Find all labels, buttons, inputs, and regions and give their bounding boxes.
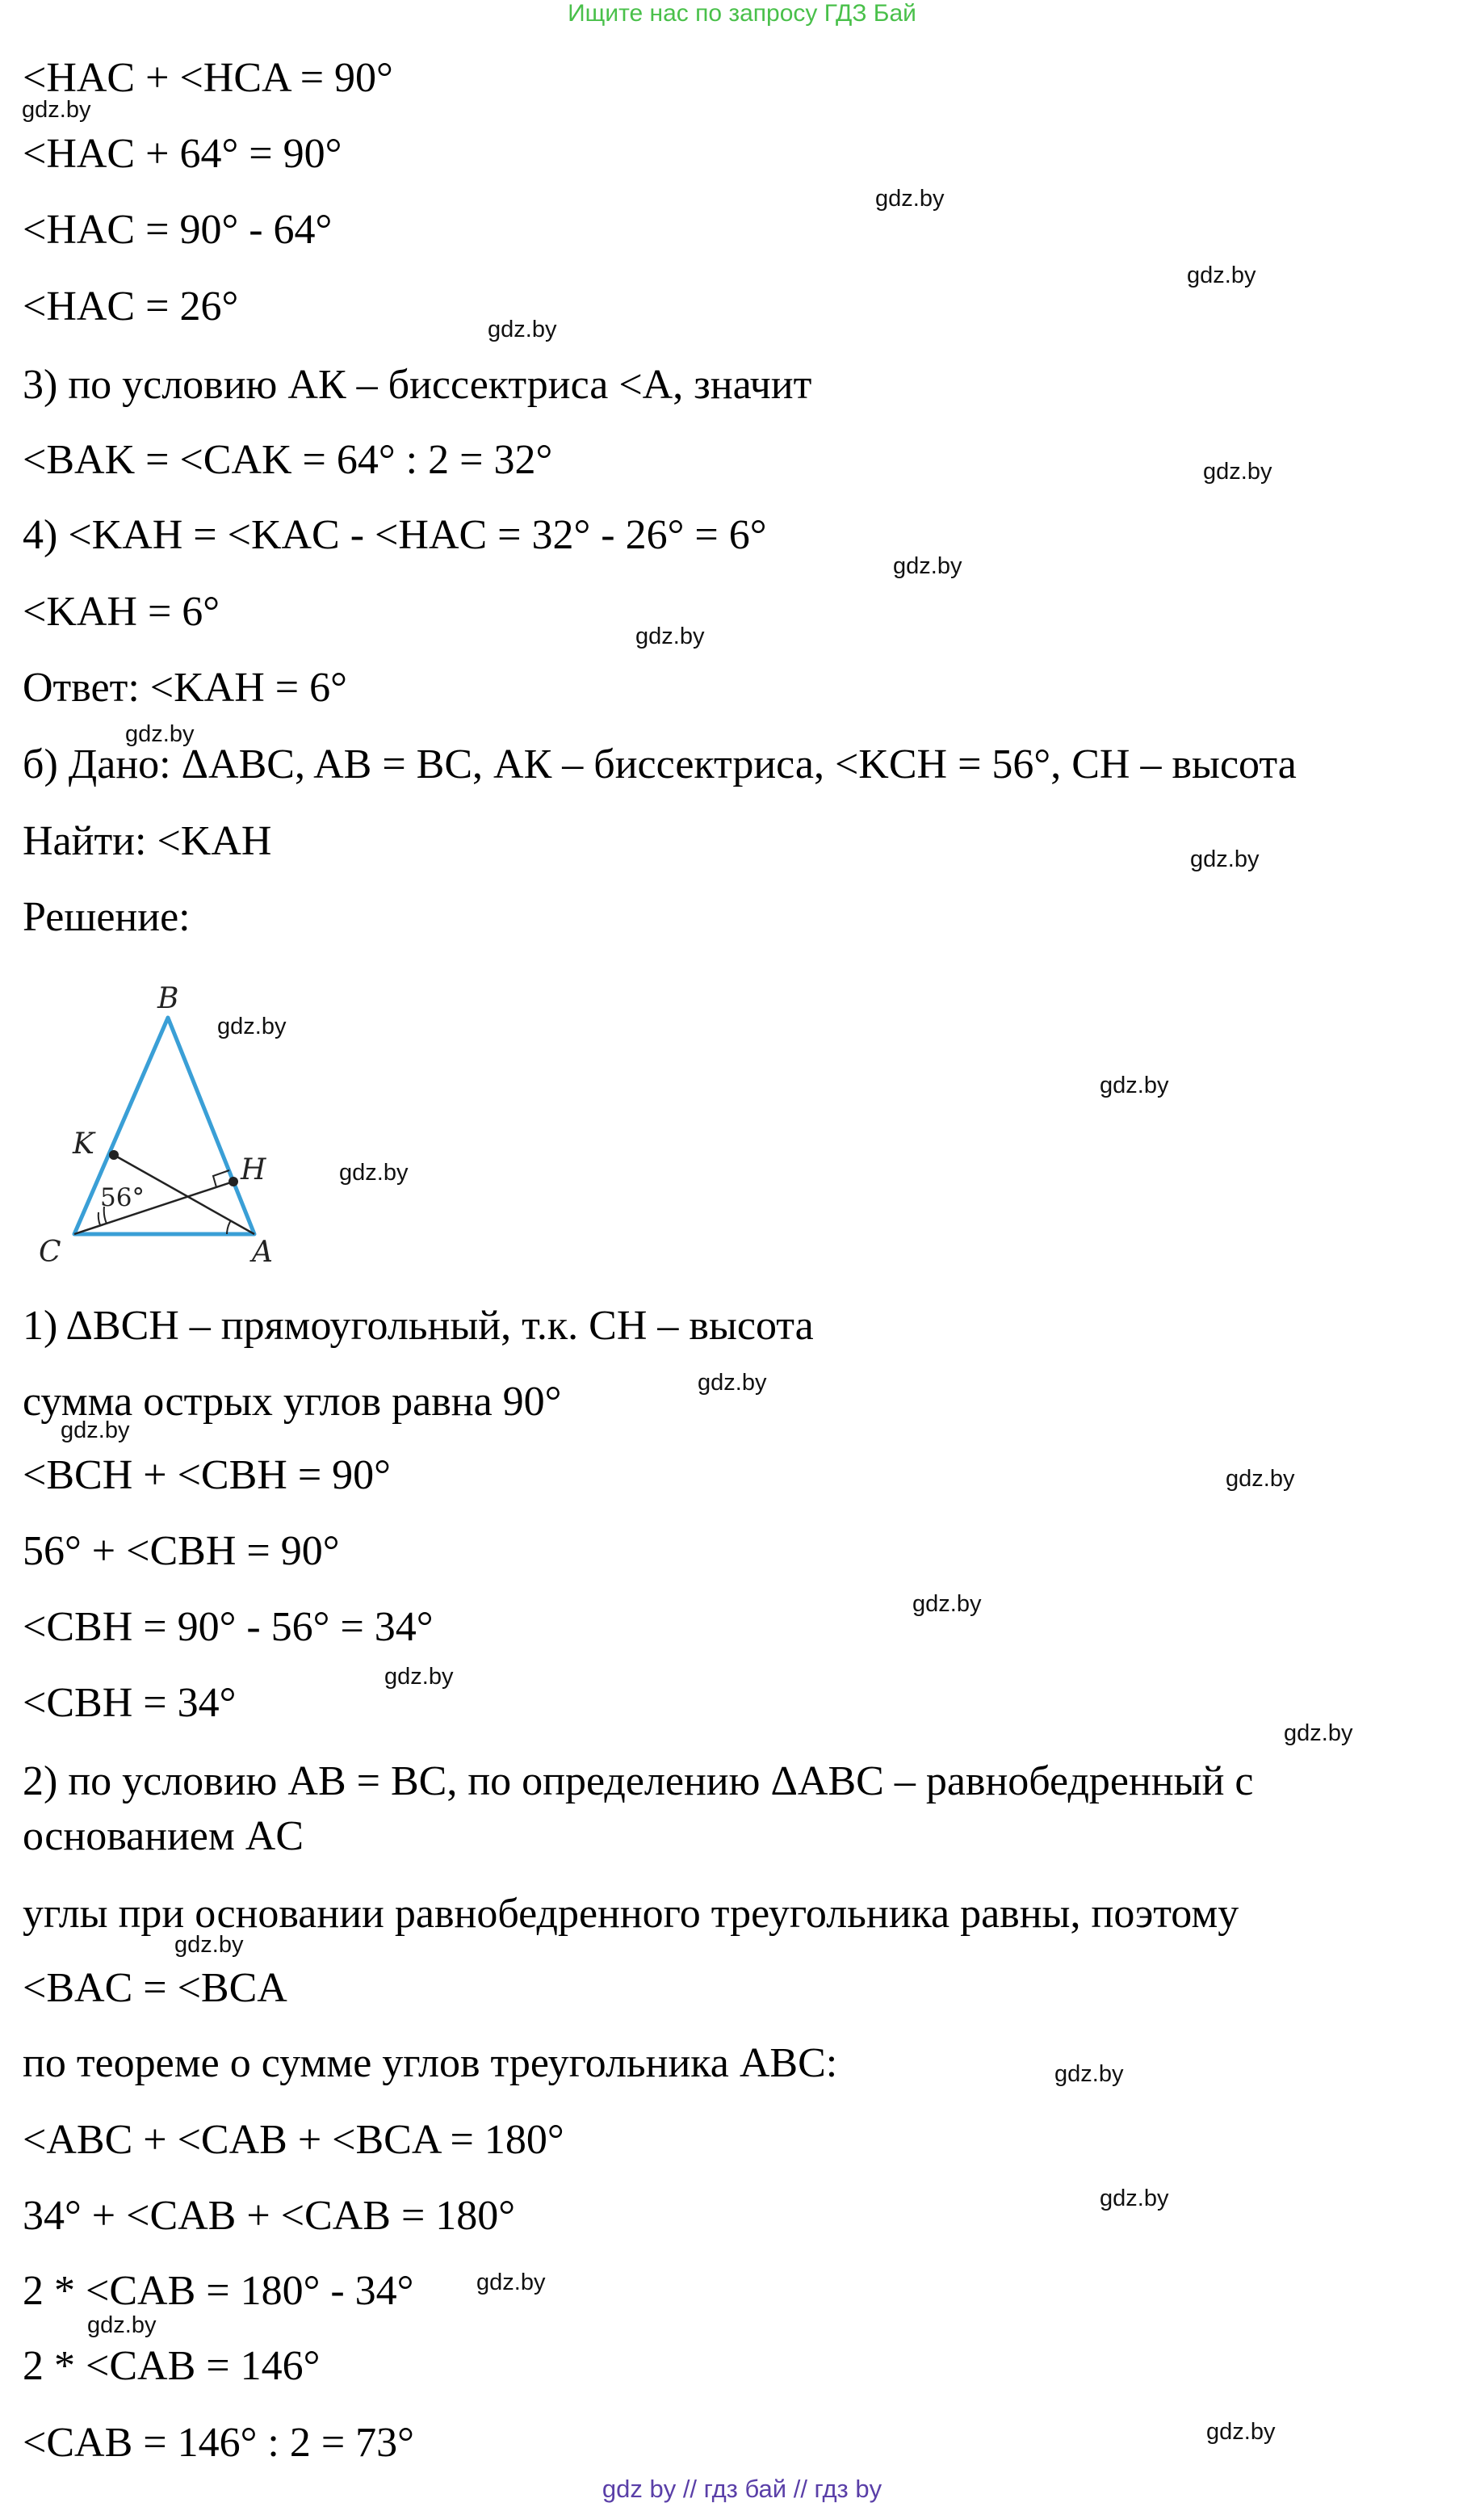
watermark: gdz.by — [87, 2312, 157, 2338]
watermark: gdz.by — [698, 1370, 767, 1396]
watermark: gdz.by — [61, 1417, 130, 1443]
watermark: gdz.by — [1100, 2186, 1169, 2211]
equation-line: <CAB = 146° : 2 = 73° — [23, 2420, 414, 2466]
watermark: gdz.by — [1187, 262, 1256, 288]
watermark: gdz.by — [476, 2270, 546, 2295]
watermark: gdz.by — [912, 1591, 982, 1617]
equation-line: <BCH + <CBH = 90° — [23, 1452, 391, 1498]
watermark: gdz.by — [635, 624, 705, 649]
equation-line: <BAK = <CAK = 64° : 2 = 32° — [23, 437, 553, 483]
angle-arc-c-2 — [99, 1212, 100, 1225]
watermark: gdz.by — [125, 721, 195, 747]
equation-line: 2 * <CAB = 146° — [23, 2343, 321, 2389]
find-line: Найти: <KAH — [23, 818, 272, 864]
equation-line: <HAC + 64° = 90° — [23, 131, 342, 177]
watermark: gdz.by — [875, 186, 945, 212]
watermark: gdz.by — [174, 1932, 244, 1958]
watermark: gdz.by — [1203, 459, 1272, 485]
watermark: gdz.by — [384, 1664, 454, 1690]
equation-line: <HAC = 90° - 64° — [23, 207, 333, 253]
watermark: gdz.by — [1284, 1720, 1353, 1746]
equation-line: сумма острых углов равна 90° — [23, 1379, 562, 1425]
solution-step: 1) ΔBCH – прямоугольный, т.к. CH – высота — [23, 1303, 814, 1349]
footer-links[interactable]: gdz by // гдз бай // гдз by — [602, 2475, 882, 2503]
equation-line: <HAC = 26° — [23, 283, 239, 330]
label-a: A — [252, 1236, 273, 1268]
watermark: gdz.by — [1190, 846, 1260, 872]
equation-line: 34° + <CAB + <CAB = 180° — [23, 2193, 516, 2239]
watermark: gdz.by — [217, 1014, 287, 1039]
solution-step: 3) по условию АК – биссектриса <А, значит — [23, 362, 812, 408]
equation-line: <ABC + <CAB + <BCA = 180° — [23, 2117, 564, 2163]
point-k — [109, 1150, 119, 1160]
solution-heading: Решение: — [23, 894, 191, 940]
label-b: B — [157, 982, 179, 1015]
label-c: C — [39, 1236, 61, 1268]
watermark: gdz.by — [339, 1160, 409, 1186]
solution-step: основанием AC — [23, 1813, 304, 1859]
header-banner[interactable]: Ищите нас по запросу ГДЗ Бай — [568, 0, 916, 27]
equation-line: <KAH = 6° — [23, 589, 220, 635]
equation-line: <HAC + <HCA = 90° — [23, 55, 393, 101]
point-h — [228, 1177, 238, 1186]
equation-line: <BAC = <BCA — [23, 1965, 287, 2011]
triangle-figure — [32, 961, 307, 1272]
angle-arc-a — [227, 1220, 231, 1234]
watermark: gdz.by — [1206, 2419, 1276, 2445]
watermark: gdz.by — [488, 317, 557, 342]
solution-step: 4) <KAH = <KAC - <HAC = 32° - 26° = 6° — [23, 512, 767, 558]
watermark: gdz.by — [22, 97, 91, 123]
label-k: K — [73, 1127, 94, 1161]
watermark: gdz.by — [1054, 2061, 1124, 2087]
solution-step: углы при основании равнобедренного треугольника равны, поэтому — [23, 1891, 1239, 1937]
equation-line: 2 * <CAB = 180° - 34° — [23, 2268, 414, 2314]
watermark: gdz.by — [893, 553, 962, 579]
solution-step: по теореме о сумме углов треугольника ABC: — [23, 2040, 838, 2086]
angle-label: 56° — [100, 1183, 145, 1212]
label-h: H — [241, 1153, 266, 1186]
answer-line: Ответ: <KAH = 6° — [23, 665, 347, 711]
equation-line: <CBH = 34° — [23, 1680, 237, 1726]
given-line: б) Дано: ΔABC, AB = BC, АК – биссектриса, <KCH = 56°, CH – высота — [23, 741, 1297, 787]
watermark: gdz.by — [1226, 1466, 1295, 1492]
watermark: gdz.by — [1100, 1073, 1169, 1098]
equation-line: 56° + <CBH = 90° — [23, 1528, 340, 1574]
solution-step: 2) по условию AB = BC, по определению ΔABC – равнобедренный с — [23, 1758, 1254, 1804]
equation-line: <CBH = 90° - 56° = 34° — [23, 1604, 434, 1650]
